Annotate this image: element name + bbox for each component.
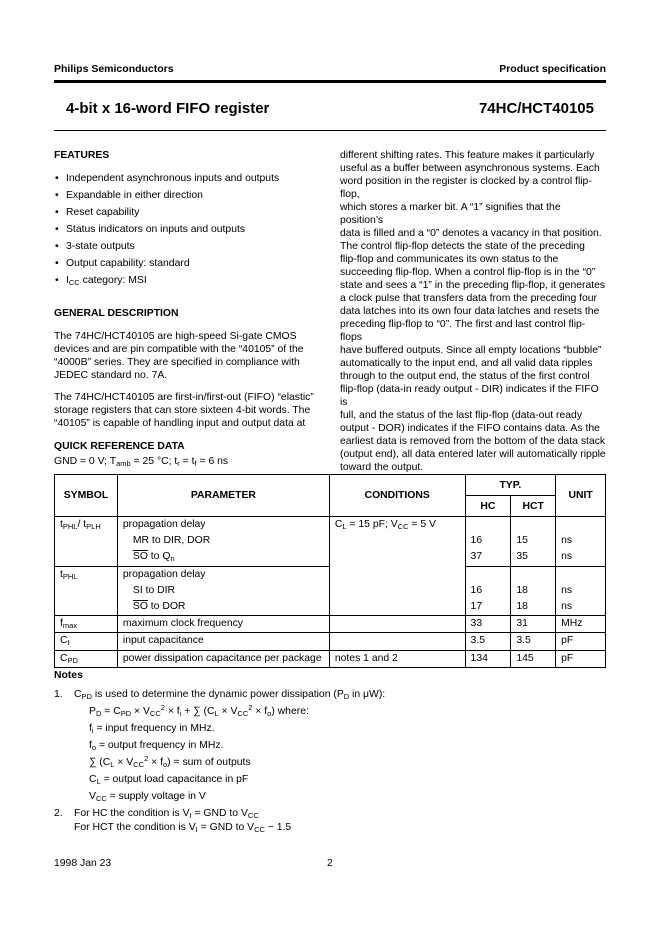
feature-item: • Status indicators on inputs and outputs [54,223,314,236]
parameter-cell: input capacitance [117,633,329,650]
hc-cell: 134 [465,650,511,667]
parameter-cell: propagation delay SI to DIR $\overline{SO}$ to DOR [117,566,329,616]
symbol-cell: $C_I$ [55,633,118,650]
parameter-cell: propagation delay MR to DIR, DOR $\overline{SO}$ to $Q_n$ [117,517,329,567]
unit-cell: pF [556,650,606,667]
hc-cell: 3.5 [465,633,511,650]
hct-cell: 31 [511,616,556,633]
feature-item: • Independent asynchronous inputs and outputs [54,172,314,185]
symbol-cell: $C_{PD}$ [55,650,118,667]
conditions-cell: notes 1 and 2 [329,650,465,667]
left-column [54,149,314,430]
feature-item: • $I_{CC}$ category: MSI [54,274,314,287]
unit-cell: ns ns [556,566,606,616]
symbol-cell: $t_{PHL}$ [55,566,118,616]
parameter-cell: power dissipation capacitance per package [117,650,329,667]
notes-section [54,670,606,836]
note-2-hct: For HCT the condition is $V_I$ = GND to $V_{CC} - 1.5$ [74,822,292,834]
page-title: 4-bit x 16-word FIFO register [66,100,270,117]
general-paragraph-1: The 74HC/HCT40105 are high-speed Si-gate CMOS devices and are pin compatible with the “40105” of the “4000B” series. They are specified in compliance with JEDEC standard no. 7A. [54,331,304,381]
conditions-cell [329,633,465,650]
table-row [55,633,606,650]
hct-cell: 3.5 [511,633,556,650]
hct-cell: 145 [511,650,556,667]
header-hct: HCT [511,496,556,517]
quick-reference-table [54,474,606,668]
unit-cell: ns ns [556,517,606,567]
footer-date: 1998 Jan 23 [54,858,112,869]
features-list [54,172,314,287]
parameter-cell: maximum clock frequency [117,616,329,633]
note-2-hc: 2. For HC the condition is $V_I$ = GND to $V_{CC}$ [54,808,259,820]
header-typ: TYP. [465,475,556,496]
page-number: 2 [327,858,333,869]
feature-item: • 3-state outputs [54,240,314,253]
hc-cell: 16 37 [465,517,511,567]
unit-cell: MHz [556,616,606,633]
header-unit: UNIT [556,475,606,517]
feature-item: • Expandable in either direction [54,189,314,202]
document-type: Product specification [499,63,606,75]
conditions-cell [329,616,465,633]
table-row [55,517,606,567]
table-row [55,616,606,633]
hc-cell: 33 [465,616,511,633]
header-symbol: SYMBOL [55,475,118,517]
conditions-cell: $C_L = 15$ pF; $V_{CC} = 5$ V [329,517,465,616]
header-hc: HC [465,496,511,517]
note-1-fo: $f_o$ = output frequency in MHz. [89,740,224,752]
header-rule [54,80,606,83]
table-row [55,650,606,667]
note-1: 1. $C_{PD}$ is used to determine the dynamic power dissipation ($P_D$ in μW): [54,689,386,701]
symbol-cell: $f_{max}$ [55,616,118,633]
company-name: Philips Semiconductors [54,63,174,75]
note-1-equation: $P_D = C_{PD} \times V_{CC}^2 \times f_i$ + ∑ $(C_L \times V_{CC}^2 \times f_o)$ where: [89,703,309,718]
feature-item: • Output capability: standard [54,257,314,270]
hct-cell: 18 18 [511,566,556,616]
hc-cell: 16 17 [465,566,511,616]
feature-item: • Reset capability [54,206,314,219]
header-conditions: CONDITIONS [329,475,465,517]
part-number: 74HC/HCT40105 [478,100,594,117]
right-column: different shifting rates. This feature makes it particularly useful as a buffer between asynchronous systems. Each word position in the register is clocked by a control flip-flop, which stores a marker bit. A “1” signifies that the position’s data is filled and a “0” denotes a vacancy in that position. The control flip-flop detects the state of the preceding flip-flop and communicates its own status to the succeeding flip-flop. When a control flip-flop is in the “0” state and sees a “1” in the preceding flip-flop, it generates a clock pulse that transfers data from the preceding four data latches into its own four data latches and resets the preceding flip-flop to “0”. The first and last control flip-flops have buffered outputs. Since all empty locations “bubble” automatically to the input end, and all valid data ripples through to the output end, the status of the first control flip-flop (data-in ready output - DIR) indicates if the FIFO is full, and the status of the last flip-flop (data-out ready output - DOR) indicates if the FIFO contains data. As the earliest data is removed from the bottom of the data stack (output end), all data entered later will automatically ripple toward the output. [340,150,606,473]
features-heading: FEATURES [54,150,110,161]
hct-cell: 15 35 [511,517,556,567]
note-1-vcc: $V_{CC}$ = supply voltage in V [89,791,206,803]
general-paragraph-2: The 74HC/HCT40105 are first-in/first-out (FIFO) “elastic” storage registers that can store sixteen 4-bit words. The “40105” is capable of handling input and output data at [54,392,314,429]
title-rule [54,130,606,131]
note-1-cl: $C_L$ = output load capacitance in pF [89,774,249,786]
symbol-cell: $t_{PHL}/$ $t_{PLH}$ [55,517,118,567]
header-parameter: PARAMETER [117,475,329,517]
note-1-sum: ∑ $(C_L \times V_{CC}^2 \times f_o)$ = sum of outputs [89,754,251,769]
note-1-fi: $f_i$ = input frequency in MHz. [89,723,215,735]
unit-cell: pF [556,633,606,650]
quick-reference-heading: QUICK REFERENCE DATA [54,441,185,452]
general-description-heading: GENERAL DESCRIPTION [54,308,179,319]
notes-heading: Notes [54,670,83,681]
quick-reference-conditions: GND = 0 V; $T_{amb} = 25$ °C; $t_r = t_f = 6$ ns [54,456,229,468]
